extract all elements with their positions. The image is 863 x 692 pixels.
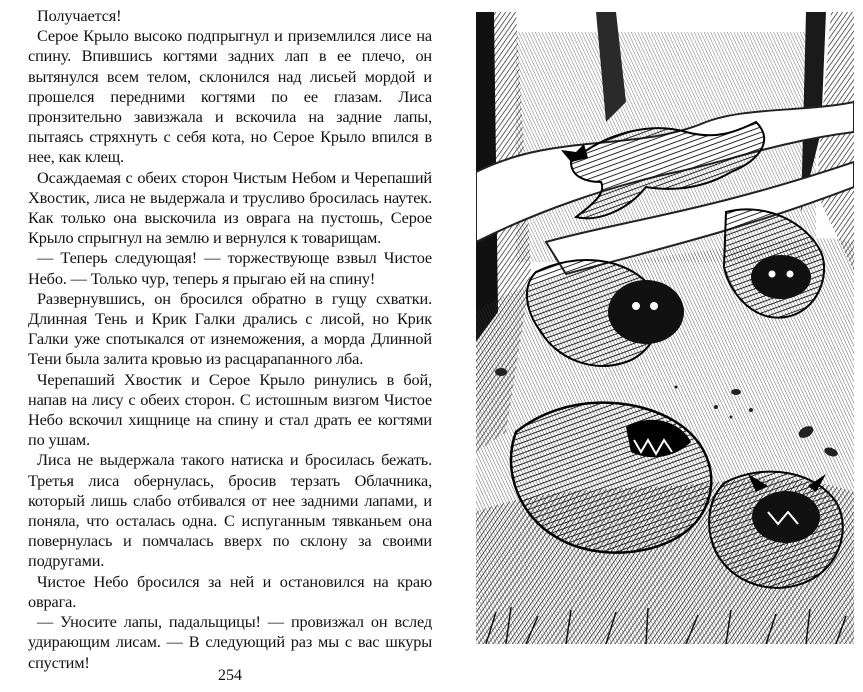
page-text [28, 6, 432, 673]
paragraph: Получается! [37, 6, 122, 25]
left-page [28, 6, 432, 692]
page-number: 254 [218, 667, 242, 684]
paragraph: Серое Крыло высоко подпрыгнул и приземлился лисе на спину. Впившись когтями задних лап в ее плечо, он вытянулся всем телом, склонился над лисьей мордой и прошелся передними когтями по ее глазам. Лиса пронзительно завизжала и вскочила на задние лапы, пытаясь стряхнуть с себя кота, но Серое Крыло впился в нее, как клещ. [28, 26, 432, 167]
paragraph: Развернувшись, он бросился обратно в гущу схватки. Длинная Тень и Крик Галки дрались с лисой, но Крик Галки уже спотыкался от изнеможения, а морда Длинной Тени была залита кровью из расцарапанного лба. [28, 288, 432, 369]
forest-fight-illustration [476, 12, 854, 644]
paragraph: Лиса не выдержала такого натиска и бросилась бежать. Третья лиса обернулась, бросив терзать Облачника, который лишь слабо отбивался от нее задними лапами, и поняла, что осталась одна. С испуганным тявканьем она повернулась и помчалась вверх по склону за своими подругами. [28, 450, 432, 571]
paragraph: Чистое Небо бросился за ней и остановился на краю оврага. [28, 571, 432, 611]
paragraph: — Теперь следующая! — торжествующе взвыл Чистое Небо. — Только чур, теперь я прыгаю ей на спину! [28, 248, 432, 288]
paragraph: Осаждаемая с обеих сторон Чистым Небом и Черепаший Хвостик, лиса не выдержала и трусливо бросилась наутек. Как только она выскочила из оврага на пустошь, Серое Крыло спрыгнул на землю и вернулся к товарищам. [28, 167, 432, 248]
right-page [476, 12, 854, 644]
paragraph: Черепаший Хвостик и Серое Крыло ринулись в бой, напав на лису с обеих сторон. С истошным визгом Чистое Небо вскочил хищнице на спину и стал драть ее когтями по ушам. [28, 369, 432, 450]
paragraph: — Уносите лапы, падальщицы! — провизжал он вслед удирающим лисам. — В следующий раз мы с вас шкуры спустим! [28, 612, 432, 672]
